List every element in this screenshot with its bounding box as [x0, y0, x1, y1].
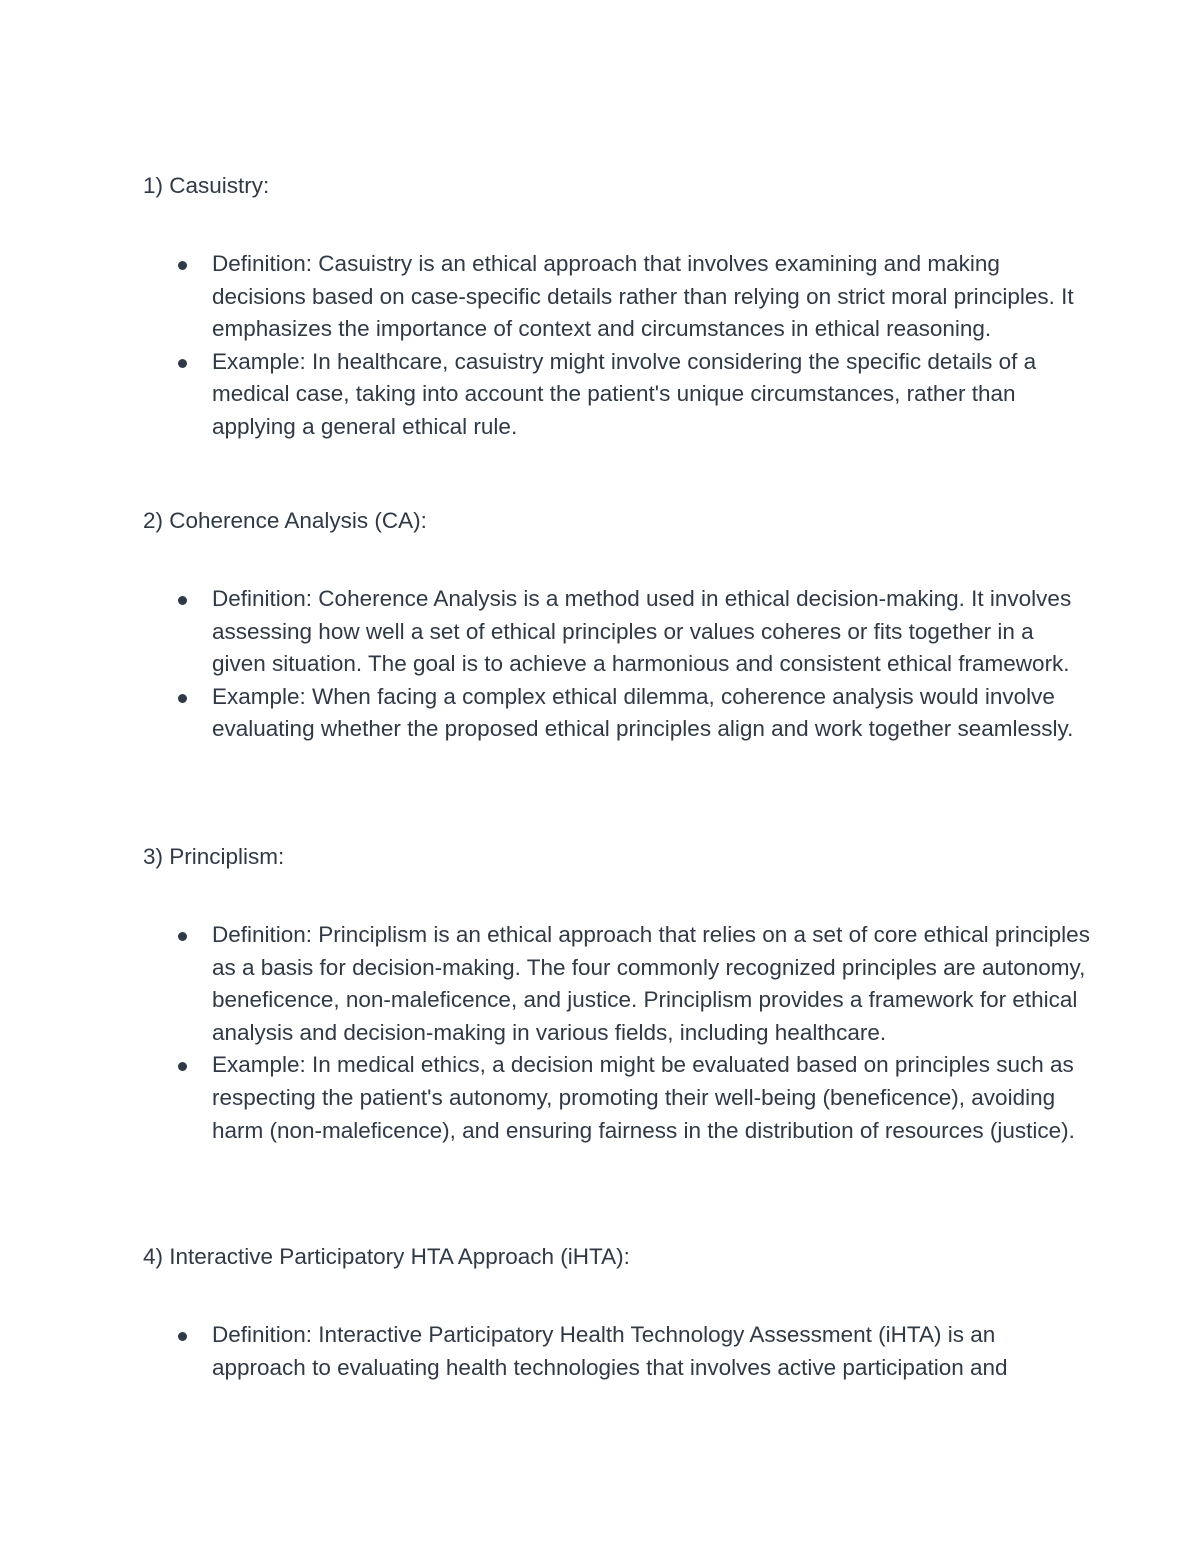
list-item-coherence-definition	[212, 583, 1092, 681]
bullet-list-casuistry	[212, 248, 1092, 444]
bullet-text: Example: When facing a complex ethical dilemma, coherence analysis would involve evaluating whether the proposed ethical principles align and work together seamlessly.	[212, 683, 1074, 742]
bullet-icon	[178, 932, 187, 941]
section-heading-ihta: 4) Interactive Participatory HTA Approach (iHTA):	[143, 1244, 630, 1269]
section-heading-casuistry: 1) Casuistry:	[143, 173, 270, 198]
list-item-coherence-example	[212, 681, 1092, 746]
list-item-casuistry-example	[212, 346, 1092, 444]
section-heading-coherence-analysis: 2) Coherence Analysis (CA):	[143, 508, 427, 533]
bullet-text: Example: In medical ethics, a decision might be evaluated based on principles such as respecting the patient's autonomy, promoting their well-being (beneficence), avoiding harm (non-maleficence), and ensuring fairness in the distribution of resources (justice).	[212, 1052, 1075, 1143]
bullet-icon	[178, 1062, 187, 1071]
bullet-icon	[178, 359, 187, 368]
list-item-casuistry-definition	[212, 248, 1092, 346]
bullet-icon	[178, 694, 187, 703]
section-heading-principlism: 3) Principlism:	[143, 844, 285, 869]
bullet-text: Definition: Casuistry is an ethical approach that involves examining and making decisions based on case-specific details rather than relying on strict moral principles. It emphasizes the importance of context and circumstances in ethical reasoning.	[212, 251, 1074, 342]
bullet-list-ihta	[212, 1319, 1092, 1384]
list-item-ihta-definition	[212, 1319, 1092, 1384]
bullet-icon	[178, 596, 187, 605]
bullet-text: Definition: Coherence Analysis is a method used in ethical decision-making. It involves assessing how well a set of ethical principles or values coheres or fits together in a given situation. The goal is to achieve a harmonious and consistent ethical framework.	[212, 586, 1072, 677]
bullet-list-principlism	[212, 919, 1092, 1147]
bullet-text: Example: In healthcare, casuistry might involve considering the specific details of a medical case, taking into account the patient's unique circumstances, rather than applying a general ethical rule.	[212, 348, 1037, 439]
list-item-principlism-definition	[212, 919, 1092, 1049]
bullet-text: Definition: Interactive Participatory Health Technology Assessment (iHTA) is an approach to evaluating health technologies that involves active participation and	[212, 1322, 1008, 1380]
list-item-principlism-example	[212, 1049, 1092, 1147]
bullet-icon	[178, 261, 187, 270]
bullet-icon	[178, 1332, 187, 1341]
bullet-text: Definition: Principlism is an ethical approach that relies on a set of core ethical principles as a basis for decision-making. The four commonly recognized principles are autonomy, beneficence, non-maleficence, and justice. Principlism provides a framework for ethical analysis and decision-making in various fields, including healthcare.	[212, 922, 1090, 1045]
bullet-list-coherence-analysis	[212, 583, 1092, 746]
